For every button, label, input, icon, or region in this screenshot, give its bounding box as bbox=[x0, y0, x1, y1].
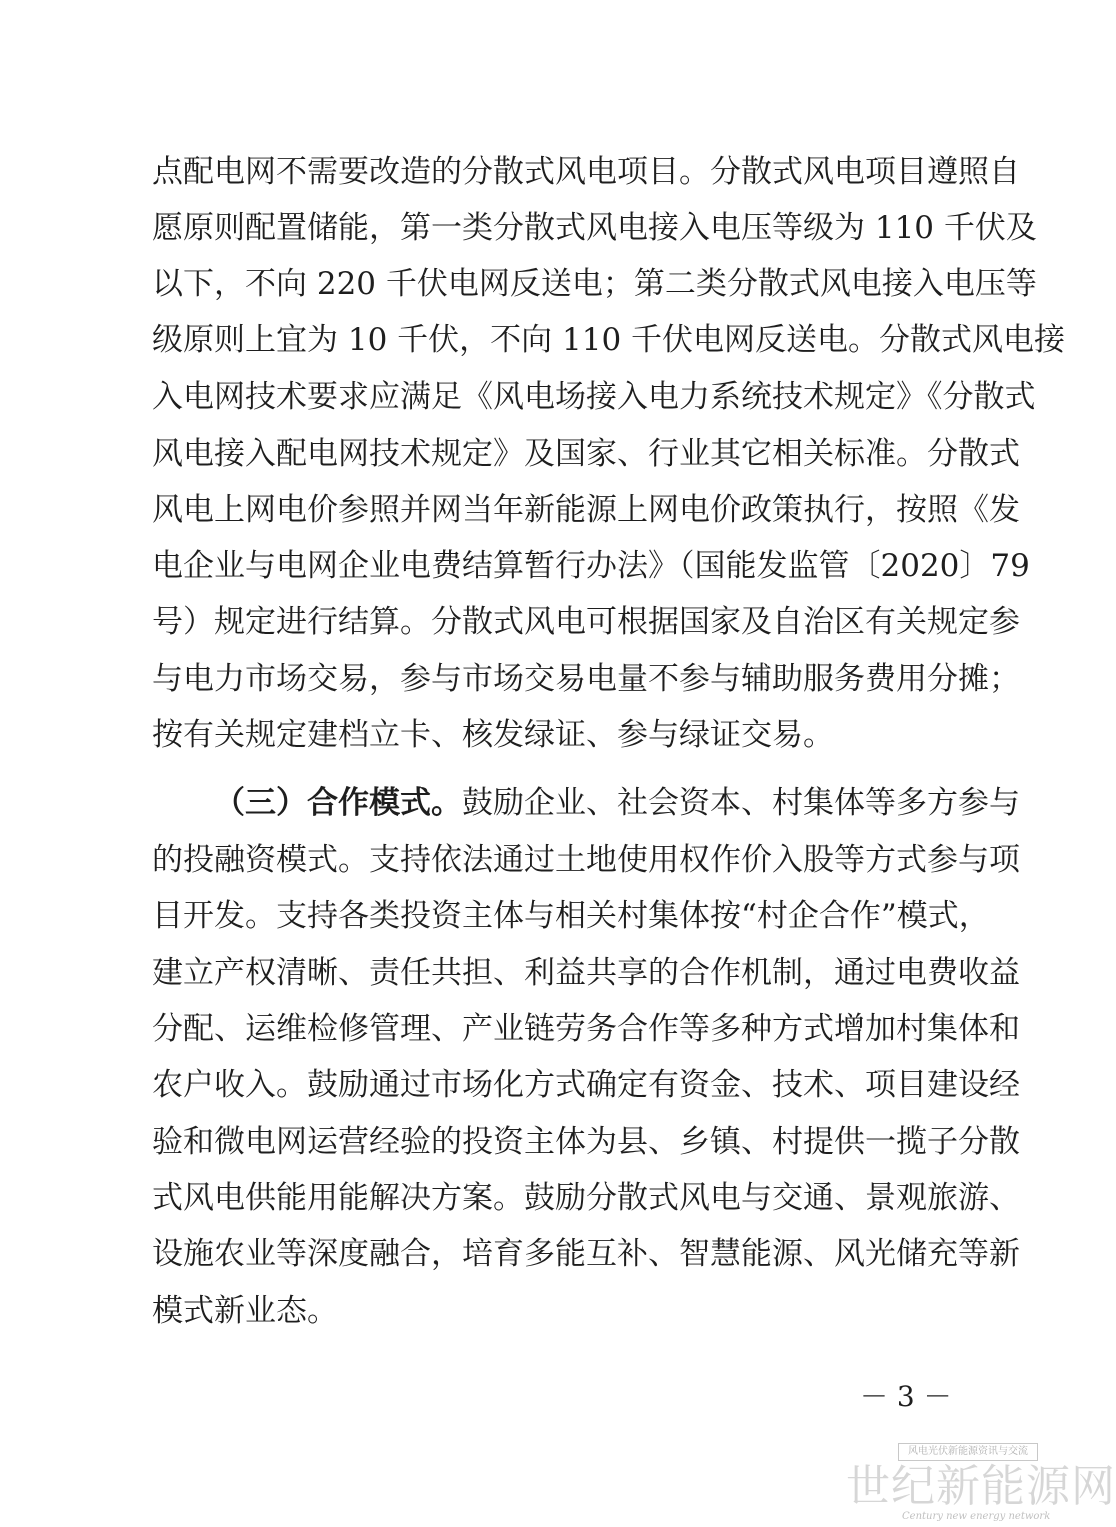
text-line: 点配电网不需要改造的分散式风电项目。分散式风电项目遵照自 bbox=[152, 154, 1020, 190]
text-line: 级原则上宜为 10 千伏，不向 110 千伏电网反送电。分散式风电接 bbox=[152, 322, 1066, 358]
text-line: 以下，不向 220 千伏电网反送电；第二类分散式风电接入电压等 bbox=[152, 266, 1037, 302]
section-heading-rest: 鼓励企业、社会资本、村集体等多方参与 bbox=[462, 785, 1020, 821]
text-line: 号）规定进行结算。分散式风电可根据国家及自治区有关规定参 bbox=[152, 604, 1020, 640]
text-line: 模式新业态。 bbox=[152, 1293, 338, 1329]
watermark-caption: 风电光伏新能源资讯与交流 bbox=[898, 1443, 1038, 1461]
text-line: 的投融资模式。支持依法通过土地使用权作价入股等方式参与项 bbox=[152, 842, 1020, 878]
text-line: 电企业与电网企业电费结算暂行办法》（国能发监管〔2020〕79 bbox=[152, 548, 1030, 584]
text-line: 验和微电网运营经验的投资主体为县、乡镇、村提供一揽子分散 bbox=[152, 1124, 1020, 1160]
text-line: 设施农业等深度融合，培育多能互补、智慧能源、风光储充等新 bbox=[152, 1236, 1020, 1272]
text-line: 与电力市场交易，参与市场交易电量不参与辅助服务费用分摊； bbox=[152, 661, 1020, 697]
watermark-logo: 世纪新能源网 bbox=[846, 1461, 1116, 1512]
text-line: 建立产权清晰、责任共担、利益共享的合作机制，通过电费收益 bbox=[152, 955, 1020, 991]
text-line: 风电上网电价参照并网当年新能源上网电价政策执行，按照《发 bbox=[152, 492, 1020, 528]
text-line: 农户收入。鼓励通过市场化方式确定有资金、技术、项目建设经 bbox=[152, 1067, 1020, 1103]
section-heading-line bbox=[214, 783, 1020, 823]
text-line: 风电接入配电网技术规定》及国家、行业其它相关标准。分散式 bbox=[152, 436, 1020, 472]
text-line: 式风电供能用能解决方案。鼓励分散式风电与交通、景观旅游、 bbox=[152, 1180, 1020, 1216]
text-line: 入电网技术要求应满足《风电场接入电力系统技术规定》《分散式 bbox=[152, 379, 1036, 415]
section-heading: （三）合作模式。 bbox=[214, 785, 462, 821]
text-line: 愿原则配置储能，第一类分散式风电接入电压等级为 110 千伏及 bbox=[152, 210, 1037, 246]
text-line: 按有关规定建档立卡、核发绿证、参与绿证交易。 bbox=[152, 717, 834, 753]
watermark-subtext: Century new energy network bbox=[902, 1511, 1051, 1522]
text-line: 分配、运维检修管理、产业链劳务合作等多种方式增加村集体和 bbox=[152, 1011, 1020, 1047]
page-number: － 3 － bbox=[860, 1380, 952, 1413]
text-line: 目开发。支持各类投资主体与相关村集体按“村企合作”模式， bbox=[152, 898, 990, 934]
